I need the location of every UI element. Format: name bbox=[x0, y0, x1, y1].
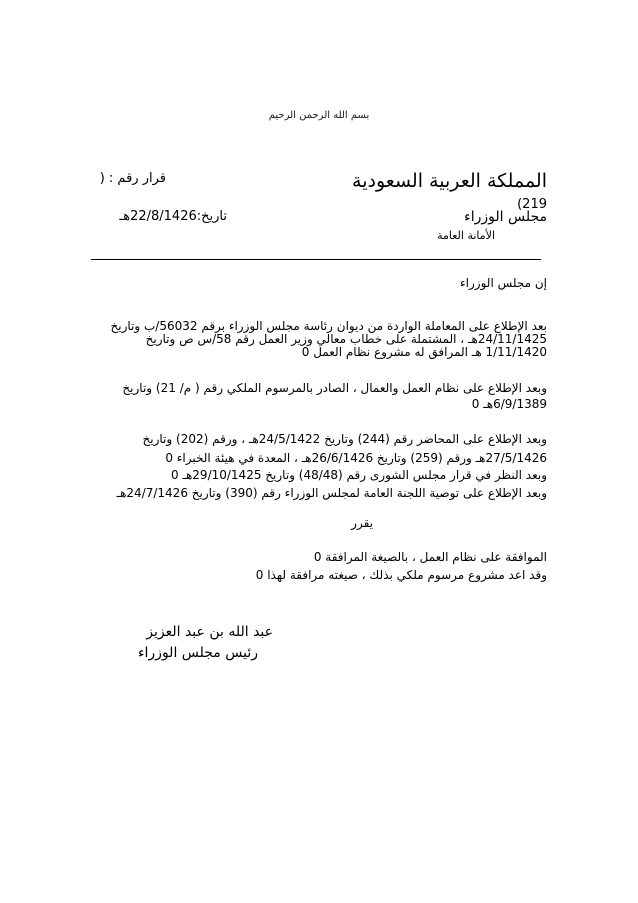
signatory-title: رئيس مجلس الوزراء bbox=[137, 645, 258, 661]
signatory-name: عبد الله بن عبد العزيز bbox=[146, 624, 273, 640]
paragraph-line: وبعد الإطلاع على توصية اللجنة العامة لمجلس الوزراء رقم (390) وتاريخ 24/7/1426هـ bbox=[116, 486, 547, 500]
paragraph-line: وبعد النظر في قرار مجلس الشورى رقم (48/48) وتاريخ 29/10/1425هـ 0 bbox=[170, 468, 547, 482]
resolution-line: الموافقة على نظام العمل ، بالصيغة المرافقة 0 bbox=[313, 550, 547, 564]
basmala: بسم الله الرحمن الرحيم bbox=[268, 110, 370, 121]
kingdom-title: المملكة العربية السعودية bbox=[352, 170, 547, 192]
paragraph-line: 6/9/1389هـ 0 bbox=[471, 397, 547, 411]
paragraph-line: 24/11/1425هـ ، المشتملة على خطاب معالي وزير العمل رقم 58/س ص وتاريخ bbox=[145, 332, 547, 346]
secretariat-name: الأمانة العامة bbox=[437, 229, 495, 242]
resolution-line: وقد اعد مشروع مرسوم ملكي بذلك ، صيغته مرافقة لهذا 0 bbox=[255, 568, 547, 582]
decides-heading: يقرر bbox=[351, 516, 373, 530]
decision-number: (219 bbox=[517, 197, 547, 212]
preamble: إن مجلس الوزراء bbox=[460, 276, 547, 290]
decision-date: تاريخ:22/8/1426هـ bbox=[119, 209, 227, 224]
decision-label: قرار رقم : ( bbox=[99, 171, 166, 186]
paragraph-line: وبعد الإطلاع على المحاضر رقم (244) وتاريخ 24/5/1422هـ ، ورقم (202) وتاريخ bbox=[142, 432, 547, 446]
paragraph-line: 1/11/1420 هـ المرافق له مشروع نظام العمل 0 bbox=[301, 345, 547, 359]
council-name: مجلس الوزراء bbox=[464, 209, 547, 225]
paragraph-line: وبعد الإطلاع على نظام العمل والعمال ، الصادر بالمرسوم الملكي رقم ( م/ 21) وتاريخ bbox=[122, 381, 547, 395]
paragraph-line: 27/5/1426هـ ورقم (259) وتاريخ 26/6/1426هـ ، المعدة في هيئة الخبراء 0 bbox=[165, 451, 547, 465]
header-divider bbox=[91, 259, 541, 260]
paragraph-line: بعد الإطلاع على المعاملة الواردة من ديوان رئاسة مجلس الوزراء برقم 56032/ب وتاريخ bbox=[110, 319, 547, 333]
